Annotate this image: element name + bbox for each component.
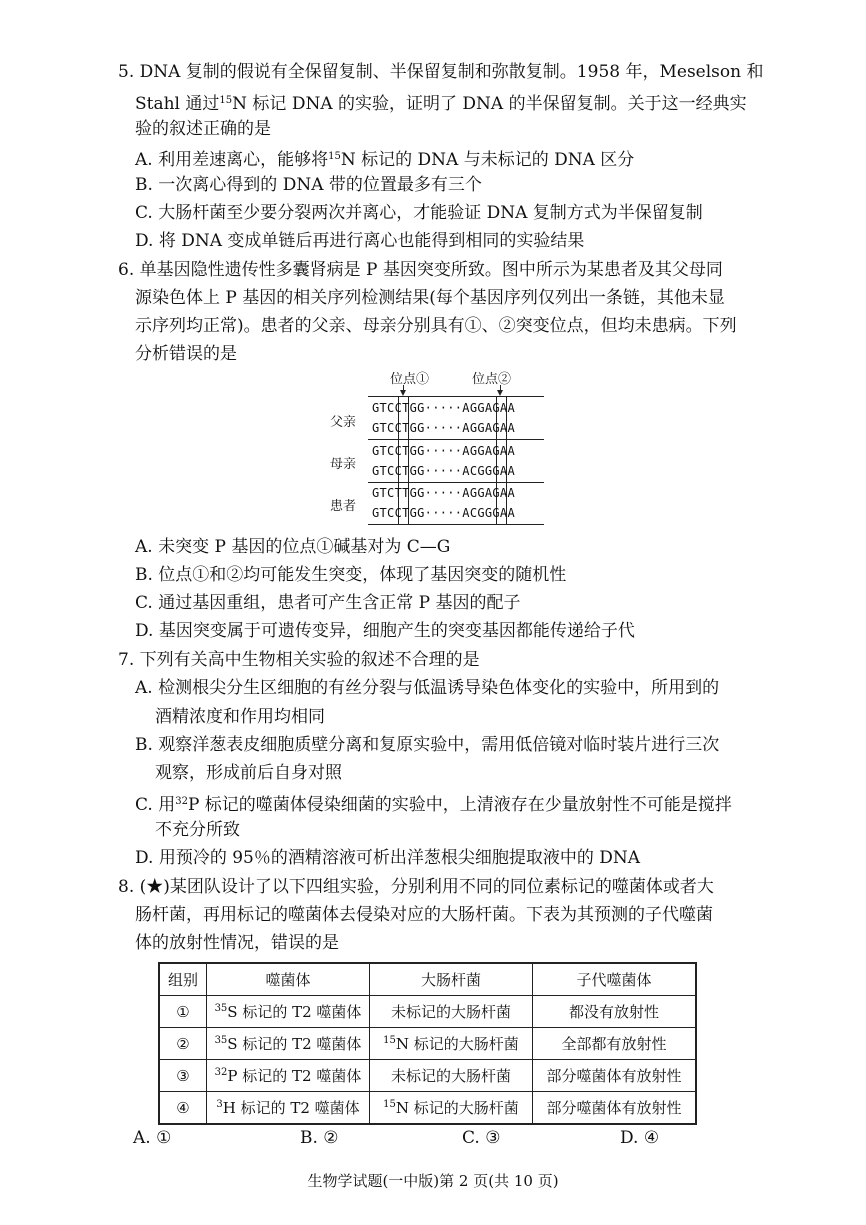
q8-stem-line-1: 8. (★)某团队设计了以下四组实验，分别利用不同的同位素标记的噬菌体或者大 — [118, 877, 714, 897]
q6-option-d: D. 基因突变属于可遗传变异，细胞产生的突变基因都能传递给子代 — [135, 621, 635, 641]
q8-option-c: C. ③ — [462, 1128, 501, 1148]
phage-cell: $^{35}$S 标记的 T2 噬菌体 — [207, 996, 370, 1028]
offspring-cell: 都没有放射性 — [533, 996, 697, 1028]
q6-stem-line-2: 源染色体上 P 基因的相关序列检测结果(每个基因序列仅列出一条链，其他未显 — [135, 288, 725, 308]
q5-option-b: B. 一次离心得到的 DNA 带的位置最多有三个 — [135, 175, 482, 195]
site-2-column-right — [506, 396, 507, 524]
site-1-label: 位点① — [390, 372, 430, 387]
offspring-cell: 部分噬菌体有放射性 — [533, 1092, 697, 1125]
offspring-cell: 全部都有放射性 — [533, 1028, 697, 1060]
phage-cell: $^{32}$P 标记的 T2 噬菌体 — [207, 1060, 370, 1092]
q7-stem: 7. 下列有关高中生物相关实验的叙述不合理的是 — [118, 650, 480, 670]
q6-option-c: C. 通过基因重组，患者可产生含正常 P 基因的配子 — [135, 593, 521, 613]
figure-rule-2 — [368, 482, 544, 483]
phage-experiment-table — [158, 962, 697, 1125]
group-cell: ① — [159, 996, 207, 1028]
q8-stem-line-3: 体的放射性情况，错误的是 — [135, 933, 339, 953]
patient-sequence-2: GTCCTGG·····ACGGGAA — [372, 506, 515, 520]
figure-top-rule — [368, 396, 544, 397]
father-label: 父亲 — [330, 415, 357, 430]
column-header-offspring: 子代噬菌体 — [533, 963, 697, 996]
table-row — [159, 996, 696, 1028]
q6-option-b: B. 位点①和②均可能发生突变，体现了基因突变的随机性 — [135, 565, 567, 585]
table-row — [159, 1092, 696, 1125]
table-row — [159, 1028, 696, 1060]
site-2-column-left — [496, 396, 497, 524]
q8-option-a: A. ① — [133, 1128, 172, 1148]
phage-cell: $^3$H 标记的 T2 噬菌体 — [207, 1092, 370, 1125]
father-sequence-1: GTCCTGG·····AGGAGAA — [372, 401, 515, 415]
table-header-row — [159, 963, 696, 996]
column-header-group: 组别 — [159, 963, 207, 996]
page-footer: 生物学试题(一中版)第 2 页(共 10 页) — [307, 1172, 559, 1190]
q5-option-d: D. 将 DNA 变成单链后再进行离心也能得到相同的实验结果 — [135, 231, 585, 251]
q6-stem-line-4: 分析错误的是 — [135, 344, 237, 364]
column-header-phage: 噬菌体 — [207, 963, 370, 996]
site-1-column-right — [408, 396, 409, 524]
patient-sequence-1: GTCTTGG·····AGGAGAA — [372, 486, 515, 500]
q7-option-b-line-2: 观察，形成前后自身对照 — [155, 763, 342, 783]
mother-label: 母亲 — [330, 457, 357, 472]
group-cell: ② — [159, 1028, 207, 1060]
offspring-cell: 部分噬菌体有放射性 — [533, 1060, 697, 1092]
q7-option-a-line-2: 酒精浓度和作用均相同 — [155, 707, 325, 727]
dna-sequence-figure — [330, 368, 550, 530]
site-2-label: 位点② — [472, 372, 512, 387]
q5-stem-line-1: 5. DNA 复制的假说有全保留复制、半保留复制和弥散复制。1958 年，Meselson 和 — [118, 62, 764, 82]
ecoli-cell: 未标记的大肠杆菌 — [370, 996, 533, 1028]
q7-option-c-line-1: C. 用$^{32}$P 标记的噬菌体侵染细菌的实验中，上清液存在少量放射性不可能是搅拌 — [135, 795, 732, 815]
q8-option-b: B. ② — [300, 1128, 339, 1148]
phage-cell: $^{35}$S 标记的 T2 噬菌体 — [207, 1028, 370, 1060]
q6-option-a: A. 未突变 P 基因的位点①碱基对为 C—G — [135, 537, 451, 557]
ecoli-cell: $^{15}$N 标记的大肠杆菌 — [370, 1028, 533, 1060]
q5-stem-line-2: Stahl 通过$^{15}$N 标记 DNA 的实验，证明了 DNA 的半保留复制。关于这一经典实 — [135, 94, 747, 114]
q8-option-d: D. ④ — [620, 1128, 660, 1148]
q7-option-d: D. 用预冷的 95％的酒精溶液可析出洋葱根尖细胞提取液中的 DNA — [135, 848, 641, 868]
q6-stem-line-1: 6. 单基因隐性遗传性多囊肾病是 P 基因突变所致。图中所示为某患者及其父母同 — [118, 260, 723, 280]
site-1-column-left — [398, 396, 399, 524]
mother-sequence-2: GTCCTGG·····ACGGGAA — [372, 464, 515, 478]
ecoli-cell: 未标记的大肠杆菌 — [370, 1060, 533, 1092]
ecoli-cell: $^{15}$N 标记的大肠杆菌 — [370, 1092, 533, 1125]
group-cell: ④ — [159, 1092, 207, 1125]
q7-option-c-line-2: 不充分所致 — [155, 820, 240, 840]
q6-stem-line-3: 示序列均正常)。患者的父亲、母亲分别具有①、②突变位点，但均未患病。下列 — [135, 316, 737, 336]
figure-rule-1 — [368, 439, 544, 440]
group-cell: ③ — [159, 1060, 207, 1092]
mother-sequence-1: GTCCTGG·····AGGAGAA — [372, 444, 515, 458]
q5-stem-line-3: 验的叙述正确的是 — [135, 119, 271, 139]
q7-option-a-line-1: A. 检测根尖分生区细胞的有丝分裂与低温诱导染色体变化的实验中，所用到的 — [135, 678, 720, 698]
table-row — [159, 1060, 696, 1092]
patient-label: 患者 — [330, 499, 357, 514]
q8-stem-line-2: 肠杆菌，再用标记的噬菌体去侵染对应的大肠杆菌。下表为其预测的子代噬菌 — [135, 905, 713, 925]
q5-option-a: A. 利用差速离心，能够将$^{15}$N 标记的 DNA 与未标记的 DNA 区分 — [135, 150, 635, 170]
q7-option-b-line-1: B. 观察洋葱表皮细胞质壁分离和复原实验中，需用低倍镜对临时装片进行三次 — [135, 735, 720, 755]
father-sequence-2: GTCCTGG·····AGGAGAA — [372, 421, 515, 435]
q5-option-c: C. 大肠杆菌至少要分裂两次并离心，才能验证 DNA 复制方式为半保留复制 — [135, 203, 703, 223]
figure-bottom-rule — [368, 524, 544, 525]
column-header-ecoli: 大肠杆菌 — [370, 963, 533, 996]
